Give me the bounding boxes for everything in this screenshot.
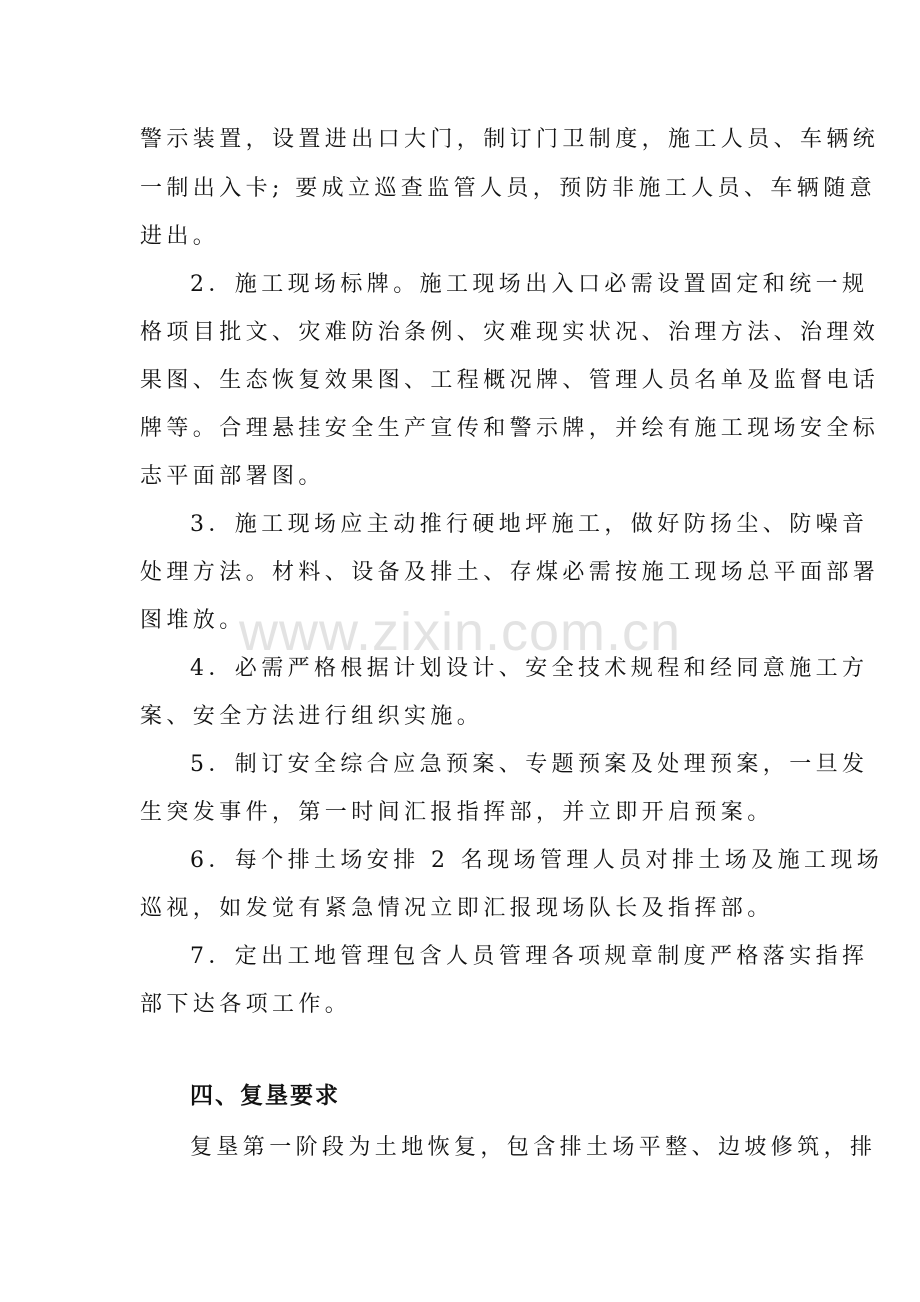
text-line: 部下达各项工作。 <box>140 992 352 1017</box>
text-line: 2．施工现场标牌。施工现场出入口必需设置固定和统一规 <box>190 272 869 297</box>
watermark: www.zixin.com.cn <box>238 602 682 662</box>
text-line: 生突发事件，第一时间汇报指挥部，并立即开启预案。 <box>140 800 774 825</box>
text-line: 牌等。合理悬挂安全生产宣传和警示牌，并绘有施工现场安全标 <box>140 416 880 441</box>
text-line: 处理方法。材料、设备及排土、存煤必需按施工现场总平面部署 <box>140 560 880 585</box>
text-line: 4．必需严格根据计划设计、安全技术规程和经同意施工方 <box>190 656 869 681</box>
text-line: 复垦第一阶段为土地恢复，包含排土场平整、边坡修筑，排 <box>190 1135 877 1160</box>
text-line: 图堆放。 <box>140 608 246 633</box>
text-line: 进出。 <box>140 224 220 249</box>
text-line: 一制出入卡; 要成立巡查监管人员，预防非施工人员、车辆随意 <box>140 176 877 201</box>
text-line: 果图、生态恢复效果图、工程概况牌、管理人员名单及监督电话 <box>140 368 880 393</box>
text-line: 5．制订安全综合应急预案、专题预案及处理预案，一旦发 <box>190 752 869 777</box>
text-line: 志平面部署图。 <box>140 464 325 489</box>
text-line: 案、安全方法进行组织实施。 <box>140 704 484 729</box>
text-line: 6．每个排土场安排 2 名现场管理人员对排土场及施工现场 <box>190 848 884 873</box>
text-line: 7．定出工地管理包含人员管理各项规章制度严格落实指挥 <box>190 944 869 969</box>
text-line: 警示装置，设置进出口大门，制订门卫制度，施工人员、车辆统 <box>140 127 880 152</box>
section-heading: 四、复垦要求 <box>190 1083 340 1109</box>
text-line: 格项目批文、灾难防治条例、灾难现实状况、治理方法、治理效 <box>140 320 880 345</box>
text-line: 3．施工现场应主动推行硬地坪施工，做好防扬尘、防噪音 <box>190 512 869 537</box>
text-line: 巡视，如发觉有紧急情况立即汇报现场队长及指挥部。 <box>140 896 774 921</box>
